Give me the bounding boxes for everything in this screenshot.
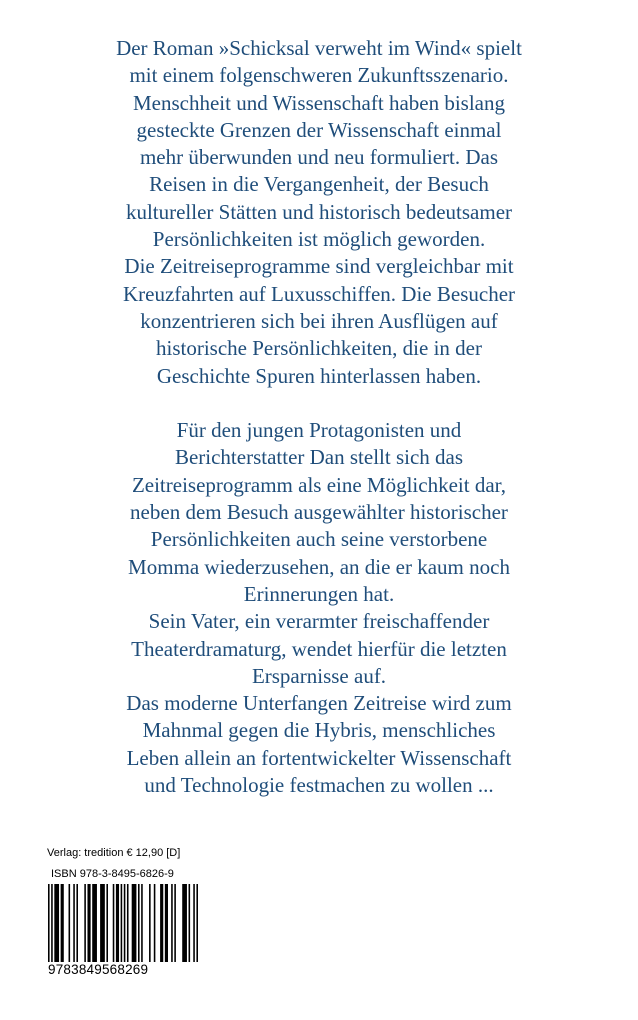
barcode-bar xyxy=(182,884,187,962)
blurb-line: gesteckte Grenzen der Wissenschaft einmal xyxy=(136,117,502,142)
barcode-bar xyxy=(174,884,176,962)
blurb-line: Erinnerungen hat. xyxy=(243,581,395,606)
barcode-bar xyxy=(196,884,198,962)
blurb-line: Berichterstatter Dan stellt sich das xyxy=(174,445,464,470)
barcode-bar xyxy=(61,884,64,962)
blurb-line: Sein Vater, ein verarmter freischaffender xyxy=(148,609,490,634)
barcode-bar xyxy=(124,884,126,962)
barcode-bar xyxy=(116,884,119,962)
blurb-line: Leben allein an fortentwickelter Wissenschaft xyxy=(126,745,512,770)
barcode-bar xyxy=(165,884,168,962)
isbn-line: ISBN 978-3-8495-6826-9 xyxy=(51,868,174,880)
barcode-bar xyxy=(132,884,137,962)
barcode-bar xyxy=(54,884,59,962)
publisher-price-line: Verlag: tredition € 12,90 [D] xyxy=(47,847,181,859)
barcode-bar xyxy=(106,884,108,962)
blurb-line: mehr überwunden und neu formuliert. Das xyxy=(139,145,499,170)
barcode-bar xyxy=(149,884,151,962)
blurb-line: Persönlichkeiten ist möglich geworden. xyxy=(152,227,486,252)
barcode-bar xyxy=(127,884,129,962)
barcode-bar xyxy=(160,884,163,962)
blurb-line: Kreuzfahrten auf Luxusschiffen. Die Besucher xyxy=(122,281,516,306)
barcode-bar xyxy=(113,884,115,962)
barcode-bar xyxy=(69,884,71,962)
blurb-line: Für den jungen Protagonisten und xyxy=(176,418,462,443)
barcode-bar xyxy=(51,884,53,962)
blurb-line: Das moderne Unterfangen Zeitreise wird zum xyxy=(126,691,512,716)
blurb-paragraph-1 xyxy=(30,35,608,390)
barcode-bar xyxy=(189,884,191,962)
blurb-line: und Technologie festmachen zu wollen ... xyxy=(144,773,494,798)
barcode-bar xyxy=(154,884,156,962)
blurb-line: Geschichte Spuren hinterlassen haben. xyxy=(156,363,482,388)
blurb-line: Reisen in die Vergangenheit, der Besuch xyxy=(149,172,489,197)
barcode-bar xyxy=(84,884,86,962)
barcode-bar xyxy=(138,884,140,962)
barcode-bar xyxy=(73,884,75,962)
blurb-line: Der Roman »Schicksal verweht im Wind« spielt xyxy=(116,36,522,60)
barcode-bar xyxy=(193,884,195,962)
blurb-paragraph-2 xyxy=(30,417,608,799)
blurb-line: Zeitreiseprogramm als eine Möglichkeit dar, xyxy=(131,472,507,497)
blurb-line: Menschheit und Wissenschaft haben bislang xyxy=(132,90,506,115)
blurb-line: Mahnmal gegen die Hybris, menschliches xyxy=(142,718,496,743)
blurb-line: Theaterdramaturg, wendet hierfür die letzten xyxy=(131,636,507,661)
barcode-number: 9783849568269 xyxy=(48,962,149,977)
blurb-line: Die Zeitreiseprogramme sind vergleichbar mit xyxy=(124,254,514,279)
blurb-line: neben dem Besuch ausgewählter historischer xyxy=(130,500,508,525)
blurb-line: historische Persönlichkeiten, die in der xyxy=(155,336,482,361)
barcode-bar xyxy=(121,884,123,962)
barcode-bar xyxy=(48,884,50,962)
barcode-bar xyxy=(141,884,143,962)
blurb-line: Persönlichkeiten auch seine verstorbene xyxy=(150,527,488,552)
barcode-bar xyxy=(171,884,173,962)
blurb-text xyxy=(30,35,608,799)
blurb-line: konzentrieren sich bei ihren Ausflügen auf xyxy=(140,308,498,333)
barcode-bar xyxy=(87,884,90,962)
barcode-box xyxy=(40,844,200,990)
paragraph-gap xyxy=(30,390,608,417)
barcode-graphic xyxy=(48,884,198,962)
blurb-line: Momma wiederzusehen, an die er kaum noch xyxy=(128,554,510,579)
barcode-bar xyxy=(76,884,78,962)
blurb-line: kultureller Stätten und historisch bedeutsamer xyxy=(125,199,513,224)
blurb-line: mit einem folgenschweren Zukunftsszenario. xyxy=(129,63,509,88)
blurb-line: Ersparnisse auf. xyxy=(251,663,387,688)
barcode-bar xyxy=(100,884,105,962)
barcode-bar xyxy=(92,884,97,962)
